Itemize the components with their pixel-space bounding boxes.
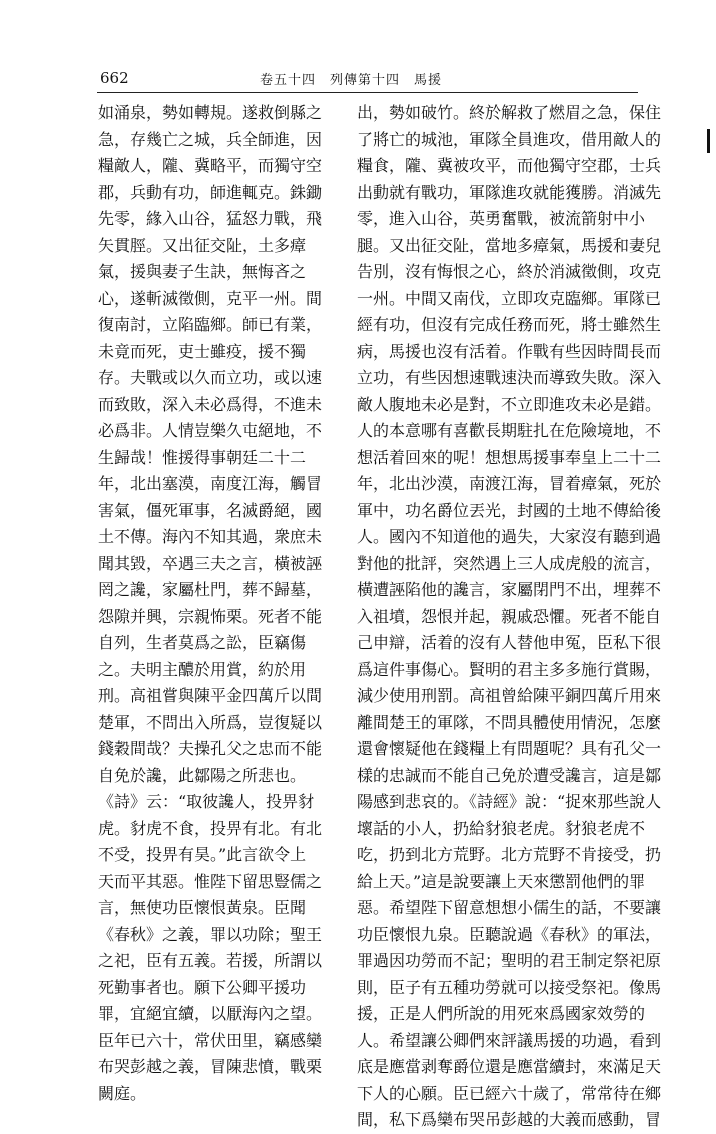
text-line: 罪，宜絕宜續，以厭海內之望。: [98, 1004, 323, 1023]
text-line: 土不傳。海內不知其過，衆庶未: [98, 527, 323, 546]
text-line: 氣，援與妻子生訣，無悔吝之: [98, 262, 307, 281]
text-line: 布哭彭越之義，冒陳悲憤，戰栗: [98, 1057, 323, 1076]
text-line: 出動就有戰功，軍隊進攻就能獲勝。消滅先: [357, 182, 662, 202]
text-line: 出，勢如破竹。終於解救了燃眉之急，保住: [357, 103, 662, 122]
text-line: 《春秋》之義，罪以功除；聖王: [98, 924, 323, 944]
text-line: 楚軍，不問出入所爲，豈復疑以: [98, 712, 323, 732]
text-line: 必爲非。人情豈樂久屯絕地，不: [98, 421, 323, 440]
text-line: 郡，兵動有功，師進輒克。銖鋤: [98, 182, 323, 202]
text-line: 告別，沒有悔恨之心，終於消滅徵側，攻克: [357, 262, 662, 281]
text-line: 罪過因功勞而不記；聖明的君王制定祭祀原: [357, 951, 662, 970]
text-line: 臣年已六十，常伏田里，竊感欒: [98, 1030, 323, 1050]
text-line: 爲這件事傷心。賢明的君主多多施行賞賜，: [357, 659, 662, 679]
text-line: 未竟而死，吏士雖疫，援不獨: [98, 341, 307, 361]
text-line: 橫遭誣陷他的讒言，家屬閉門不出，埋葬不: [357, 580, 662, 599]
text-line: 聞其毀，卒遇三夫之言，橫被誣: [98, 553, 323, 573]
text-line: 之祀，臣有五義。若援，所謂以: [98, 951, 323, 970]
text-line: 敵人腹地未必是對，不立即進攻未必是錯。: [357, 394, 662, 414]
text-line: 了將亡的城池，軍隊全員進攻，借用敵人的: [357, 129, 662, 149]
text-line: 怨隙并興，宗親怖栗。死者不能: [98, 606, 323, 626]
text-line: 底是應當剥奪爵位還是應當續封，來滿足天: [357, 1057, 662, 1076]
text-line: 不受，投畀有昊。”此言欲令上: [98, 845, 307, 864]
text-line: 年，北出沙漠，南渡江海，冒着瘴氣，死於: [357, 474, 662, 493]
text-line: 腿。又出征交阯，當地多瘴氣，馬援和妻兒: [357, 235, 662, 255]
text-line: 軍中，功名爵位丟光，封國的土地不傳給後: [357, 500, 662, 520]
text-line: 害氣，僵死軍事，名滅爵絕，國: [98, 500, 323, 520]
text-line: 人的本意哪有喜歡長期駐扎在危險境地，不: [357, 421, 662, 440]
text-line: 死勤事者也。願下公卿平援功: [98, 977, 307, 997]
text-line: 虎。豺虎不食，投畀有北。有北: [98, 818, 323, 838]
text-line: 經有功，但沒有完成任務而死，將士雖然生: [357, 315, 662, 334]
header-rule: [97, 92, 638, 93]
text-line: 惡。希望陛下留意想想小儒生的話，不要讓: [357, 898, 662, 917]
text-line: 心，遂斬滅徵側，克平一州。間: [98, 288, 323, 308]
right-column-translation-text: [357, 100, 662, 1134]
text-line: 之。夫明主醲於用賞，約於用: [98, 659, 307, 679]
text-line: 援，正是人們所說的用死來爲國家效勞的: [357, 1004, 646, 1023]
text-line: 病，馬援也沒有活着。作戰有些因時間長而: [357, 341, 662, 361]
text-line: 矢貫脛。又出征交阯，土多瘴: [98, 235, 307, 255]
text-line: 刑。高祖嘗與陳平金四萬斤以間: [98, 686, 323, 705]
text-line: 功臣懷恨九泉。臣聽說過《春秋》的軍法，: [357, 924, 662, 944]
text-line: 糧敵人，隴、冀略平，而獨守空: [98, 156, 323, 175]
left-column-classical-text: [98, 100, 348, 1107]
text-line: 存。夫戰或以久而立功，或以速: [98, 368, 323, 387]
text-line: 減少使用刑罰。高祖曾給陳平銅四萬斤用來: [357, 686, 662, 705]
text-line: 闕庭。: [98, 1083, 147, 1103]
text-line: 先零，緣入山谷，猛怒力戰，飛: [98, 209, 323, 228]
text-line: 己申辯，活着的沒有人替他申冤，臣私下很: [357, 633, 662, 652]
text-line: 生歸哉！惟援得事朝廷二十二: [98, 447, 307, 467]
text-line: 一州。中間又南伐，立即攻克臨鄉。軍隊已: [357, 288, 662, 308]
text-line: 下人的心願。臣已經六十歲了，常常待在鄉: [357, 1083, 662, 1103]
page-edge-mark: [707, 129, 710, 153]
text-line: 年，北出塞漠，南度江海，觸冒: [98, 474, 323, 493]
text-line: 而致敗，深入未必爲得，不進未: [98, 394, 323, 414]
text-line: 自免於讒，此鄒陽之所悲也。: [98, 765, 307, 785]
text-line: 急，存幾亡之城，兵全師進，因: [98, 129, 323, 149]
text-line: 自列，生者莫爲之訟，臣竊傷: [98, 633, 307, 652]
text-line: 離間楚王的軍隊，不問具體使用情況，怎麼: [357, 712, 662, 732]
text-line: 對他的批評，突然遇上三人成虎般的流言，: [357, 553, 662, 573]
text-line: 立功，有些因想速戰速決而導致失敗。深入: [357, 368, 662, 387]
text-line: 入祖墳，怨恨并起，親戚恐懼。死者不能自: [357, 606, 662, 626]
text-line: 間，私下爲欒布哭吊彭越的大義而感動，冒: [357, 1110, 662, 1129]
text-line: 吃，扔到北方荒野。北方荒野不肯接受，扔: [357, 845, 662, 864]
text-line: 罔之讒，家屬杜門，葬不歸墓，: [98, 580, 323, 599]
text-line: 壞話的小人，扔給豺狼老虎。豺狼老虎不: [357, 818, 646, 838]
text-line: 想活着回來的呢！想想馬援事奉皇上二十二: [357, 447, 662, 467]
text-line: 糧食，隴、冀被攻平，而他獨守空郡，士兵: [357, 156, 662, 175]
text-line: 陽感到悲哀的。《詩經》說：“捉來那些說人: [357, 792, 662, 811]
text-line: 如涌泉，勢如轉規。遂救倒縣之: [98, 103, 323, 122]
page-number: 662: [100, 69, 129, 87]
text-line: 人。國內不知道他的過失，大家沒有聽到過: [357, 527, 662, 546]
text-line: 零，進入山谷，英勇奮戰，被流箭射中小: [357, 209, 646, 228]
text-line: 言，無使功臣懷恨黃泉。臣聞: [98, 898, 307, 917]
text-line: 給上天。”這是說要讓上天來懲罰他們的罪: [357, 871, 646, 891]
text-line: 錢穀間哉？夫操孔父之忠而不能: [98, 739, 323, 758]
text-line: 還會懷疑他在錢糧上有問題呢？具有孔父一: [357, 739, 662, 758]
text-line: 天而平其惡。惟陛下留思豎儒之: [98, 871, 323, 891]
text-line: 《詩》云：“取彼讒人，投畀豺: [98, 792, 315, 811]
text-line: 樣的忠誠而不能自己免於遭受讒言，這是鄒: [357, 765, 662, 785]
text-line: 人。希望讓公卿們來評議馬援的功過，看到: [357, 1030, 662, 1050]
text-line: 則，臣子有五種功勞就可以接受祭祀。像馬: [357, 977, 662, 997]
running-head: 卷五十四 列傳第十四 馬援: [260, 73, 443, 88]
text-line: 復南討，立陷臨鄉。師已有業，: [98, 315, 323, 334]
